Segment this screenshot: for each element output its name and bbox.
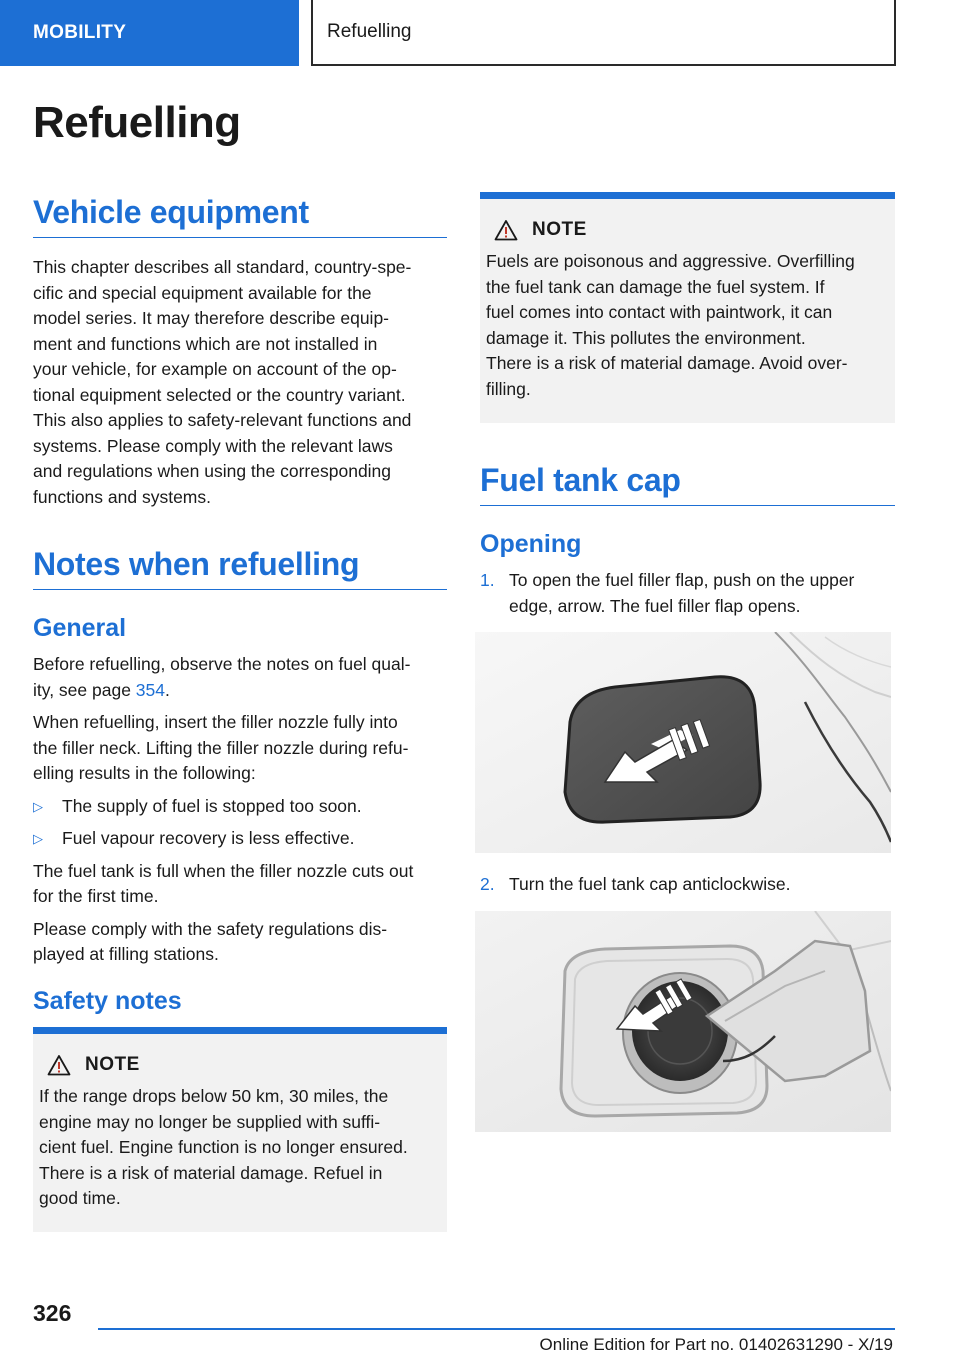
list-item: [33, 794, 447, 820]
header-section-label: MOBILITY: [33, 22, 127, 43]
note-header: [494, 219, 887, 241]
general-heading: General: [33, 614, 127, 642]
text-line: the fuel tank can damage the fuel system. If: [486, 276, 825, 297]
text-line: This chapter describes all standard, country-spe-: [33, 257, 412, 277]
step-number: 1.: [480, 570, 495, 590]
list-item: [33, 826, 447, 852]
text-line: fuel comes into contact with paintwork, it can: [486, 302, 833, 322]
header-chapter-tab: [311, 0, 896, 66]
text-line: The fuel tank is full when the filler nozzle cuts out: [33, 860, 414, 881]
text-line: Before refuelling, observe the notes on fuel qual-: [33, 654, 411, 674]
warning-triangle-icon: [494, 219, 518, 241]
text-line: This also applies to safety-relevant functions and: [33, 410, 412, 430]
text-line: elling results in the following:: [33, 763, 256, 783]
list-item-text: The supply of fuel is stopped too soon.: [62, 795, 362, 816]
safety-note-box: [33, 1027, 447, 1232]
text-fragment: ity, see page: [33, 679, 136, 700]
triangle-bullet-icon: ▷: [33, 798, 43, 814]
triangle-bullet-icon: ▷: [33, 831, 43, 846]
list-item-text: Fuel vapour recovery is less effective.: [62, 828, 355, 848]
safety-notes-heading: Safety notes: [33, 987, 182, 1015]
text-line: and regulations when using the corresponding: [33, 461, 392, 481]
fuel-tank-cap-heading: Fuel tank cap: [480, 462, 895, 506]
page-number: 326: [33, 1300, 72, 1326]
text-line: your vehicle, for example on account of the op-: [33, 359, 397, 379]
text-line: for the first time.: [33, 886, 159, 906]
text-line: There is a risk of material damage. Avoid over-: [486, 353, 848, 373]
text-line: model series. It may therefore describe equip-: [33, 308, 389, 328]
vehicle-equipment-text: [33, 255, 447, 510]
text-line: There is a risk of material damage. Refuel in: [39, 1162, 383, 1183]
text-line: the filler neck. Lifting the filler nozzle during refu-: [33, 737, 409, 758]
text-line: edge, arrow. The fuel filler flap opens.: [509, 595, 801, 616]
note-label: NOTE: [532, 219, 587, 240]
text-line: cient fuel. Engine function is no longer ensured.: [39, 1137, 408, 1157]
vehicle-equipment-heading: Vehicle equipment: [33, 194, 447, 238]
text-line: Please comply with the safety regulations dis-: [33, 918, 388, 939]
text-line: To open the fuel filler flap, push on the upper: [509, 570, 855, 590]
header-chapter-label: Refuelling: [327, 21, 412, 42]
text-line: systems. Please comply with the relevant laws: [33, 435, 393, 456]
notes-refuelling-heading: Notes when refuelling: [33, 546, 447, 590]
text-line: damage it. This pollutes the environment.: [486, 327, 806, 348]
page-reference-link[interactable]: 354: [135, 679, 165, 700]
page-title: Refuelling: [33, 98, 241, 147]
fuel-filler-flap-figure: [475, 632, 891, 853]
text-line: tional equipment selected or the country variant.: [33, 384, 406, 405]
fuel-note-box: [480, 192, 895, 423]
text-line: filling.: [486, 378, 531, 399]
warning-triangle-icon: [47, 1054, 71, 1076]
text-line: played at filling stations.: [33, 944, 219, 964]
fuel-tank-cap-figure: [475, 911, 891, 1132]
text-line: engine may no longer be supplied with suffi-: [39, 1111, 381, 1132]
text-line: When refuelling, insert the filler nozzle fully into: [33, 712, 398, 732]
text-line: Fuels are poisonous and aggressive. Overfilling: [486, 251, 855, 271]
text-line: good time.: [39, 1188, 121, 1208]
note-label: NOTE: [85, 1054, 140, 1075]
opening-heading: Opening: [480, 530, 582, 558]
step-text: [509, 568, 854, 619]
header-section-tab: [0, 0, 299, 66]
fuel-filler-flap-illustration: [475, 632, 891, 853]
step-item: [480, 568, 895, 619]
text-line: If the range drops below 50 km, 30 miles, the: [39, 1086, 389, 1106]
text-line: ment and functions which are not installed in: [33, 333, 378, 354]
text-fragment: .: [165, 679, 170, 700]
step-item: [480, 872, 895, 898]
footer-divider: [98, 1328, 895, 1330]
footer-edition: Online Edition for Part no. 01402631290 - X/19: [539, 1335, 893, 1354]
general-text: [33, 652, 447, 968]
fuel-tank-cap-illustration: [475, 911, 891, 1132]
step-text: [509, 872, 790, 898]
text-line: Turn the fuel tank cap anticlockwise.: [509, 874, 791, 894]
step-number: 2.: [480, 874, 495, 894]
text-line: functions and systems.: [33, 486, 211, 507]
text-line: [33, 678, 447, 704]
note-header: [47, 1054, 439, 1076]
text-line: cific and special equipment available for the: [33, 282, 372, 303]
